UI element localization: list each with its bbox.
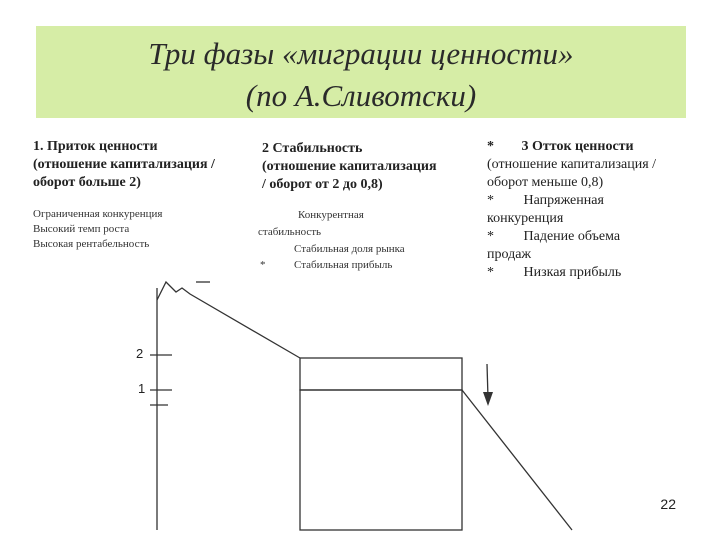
slide-title-line-2: (по А.Сливотски): [245, 78, 477, 113]
phase-2-bullet: *: [260, 259, 266, 271]
phase-1-feature-1: Ограниченная конкуренция: [33, 208, 163, 220]
phase-1-heading-2: (отношение капитализация /: [33, 157, 215, 172]
phase-2-feature-2: стабильность: [258, 226, 322, 238]
phase-2-feature-3: Стабильная доля рынка: [294, 243, 405, 255]
inflow-curve: [157, 282, 300, 358]
phase-2-heading-1: 2 Стабильность: [262, 141, 363, 156]
phase-2-heading-2: (отношение капитализация: [262, 159, 437, 174]
phase-3-bullet-3: *: [487, 265, 494, 280]
phase-3-feature-1: Напряженная: [523, 193, 604, 208]
phase-3-feature-3: Низкая прибыль: [523, 265, 622, 280]
axis-label-1: 1: [138, 381, 146, 396]
stability-lower-box: [300, 390, 462, 530]
phase-1-feature-2: Высокий темп роста: [33, 223, 130, 235]
phase-2-feature-4: Стабильная прибыль: [294, 259, 393, 271]
page-number: 22: [660, 496, 676, 512]
axis-label-2: 2: [136, 346, 144, 361]
phase-3-heading-1: 3 Отток ценности: [521, 139, 634, 154]
phase-2-feature-1: Конкурентная: [298, 209, 364, 221]
phase-3-bullet-1: *: [487, 193, 494, 208]
phase-2-heading-3: / оборот от 2 до 0,8): [262, 177, 383, 192]
phase-3-feature-1b: конкуренция: [487, 211, 564, 226]
stability-upper-box: [300, 358, 462, 390]
phase-1-feature-3: Высокая рентабельность: [33, 238, 150, 250]
phase-1-heading-1: 1. Приток ценности: [33, 139, 158, 154]
outflow-slope: [462, 390, 572, 530]
phase-3-feature-2: Падение объема: [523, 229, 621, 244]
phase-1-heading-3: оборот больше 2): [33, 175, 141, 190]
phase-3-bullet: *: [487, 139, 494, 154]
phase-3-bullet-2: *: [487, 229, 494, 244]
slide-title-line-1: Три фазы «миграции ценности»: [148, 36, 574, 71]
phase-3-feature-2b: продаж: [487, 247, 532, 262]
down-arrow-icon: [483, 392, 493, 406]
phase-3-heading-3: оборот меньше 0,8): [487, 175, 604, 190]
phase-3-heading-2: (отношение капитализация /: [487, 157, 657, 172]
